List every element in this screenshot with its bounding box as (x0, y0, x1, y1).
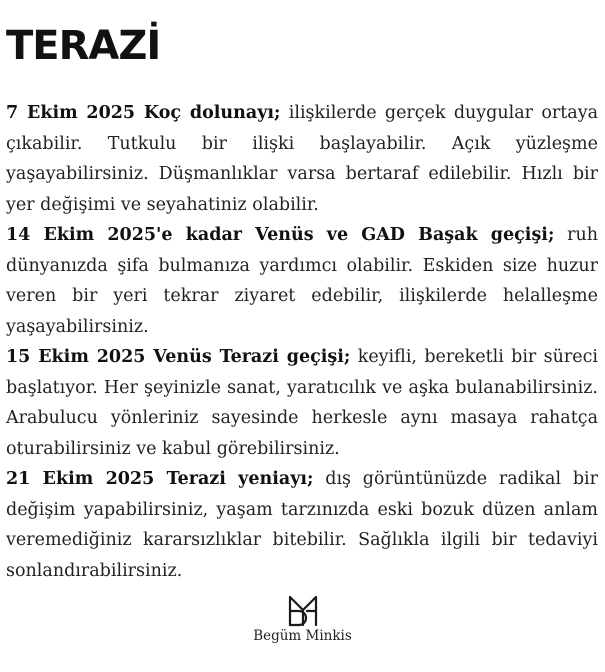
entries-list (6, 98, 598, 586)
author-signature: Begüm Minkis (253, 628, 352, 644)
entry-3-text: keyifli, bereketli bir süreci başlatıyor. Her şeyinizle sanat, yaratıcılık ve aşka bulanabilirsiniz. Arabulucu yönleriniz sayesinde herkesle aynı masaya rahatça oturabilirsiniz ve kabul görebilirsiniz. (6, 347, 599, 459)
entry-2 (6, 220, 598, 342)
entry-1-text: ilişkilerde gerçek duygular ortaya çıkabilir. Tutkulu bir ilişki başlayabilir. Açık yüzleşme yaşayabilirsiniz. Düşmanlıklar varsa bertaraf edilebilir. Hızlı bir yer değişimi ve seyahatiniz olabilir. (6, 103, 599, 215)
entry-1 (6, 98, 598, 220)
entry-4-text: dış görüntünüzde radikal bir değişim yapabilirsiniz, yaşam tarzınızda eski bozuk düzen anlam veremediğiniz kararsızlıklar bitebilir. Sağlıkla ilgili bir tedaviyi sonlandırabilirsiniz. (6, 469, 598, 581)
bm-monogram-icon (285, 594, 321, 628)
entry-2-text: ruh dünyanızda şifa bulmanıza yardımcı olabilir. Eskiden size huzur veren bir yeri tekrar ziyaret edebilir, ilişkilerde helalleşme yaşayabilirsiniz. (6, 225, 598, 337)
page-title: TERAZİ (6, 23, 161, 69)
entry-4-heading: 21 Ekim 2025 Terazi yeniayı; (6, 469, 314, 489)
entry-1-heading: 7 Ekim 2025 Koç dolunayı; (6, 103, 281, 123)
entry-3 (6, 342, 598, 464)
entry-3-heading: 15 Ekim 2025 Venüs Terazi geçişi; (6, 347, 351, 367)
entry-2-heading: 14 Ekim 2025'e kadar Venüs ve GAD Başak geçişi; (6, 225, 555, 245)
entry-4 (6, 464, 598, 586)
